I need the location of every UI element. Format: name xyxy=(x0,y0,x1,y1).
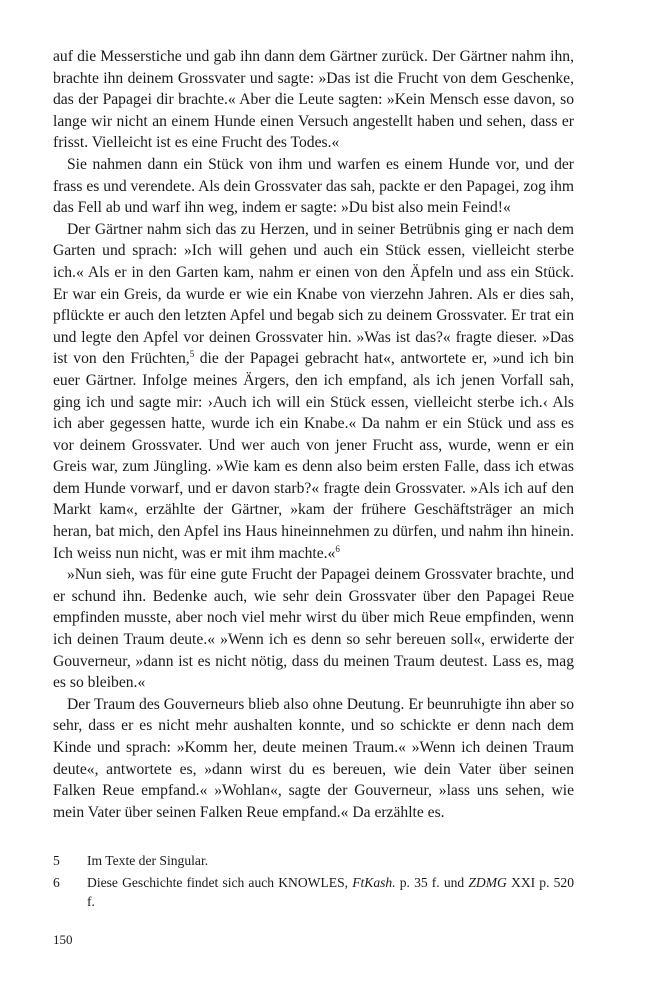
paragraph-text: die der Papagei gebracht hat«, antwortete er, »und ich bin euer Gärtner. Infolge meines Ärgers, den ich empfand, als ich jenen Vorfall sah, ging ich und sagte mir: ›Auch ich will ein Stück essen, vielleicht sterbe ich.‹ Als ich aber gegessen hatte, wurde ich ein Knabe.« Da nahm er ein Stück und ass es vor deinem Grossvater. Und wer auch von jener Frucht ass, wurde, wenn er ein Greis war, zum Jüngling. »Wie kam es denn also beim ersten Falle, dass ich etwas dem Hunde vorwarf, und er davon starb?« fragte dein Grossvater. »Als ich auf den Markt kam«, erzählte der Gärtner, »kam der frühere Geschäftsträger an mich heran, bat mich, den Apfel ins Haus hineinnehmen zu dürfen, und nahm ihn hinein. Ich weiss nun nicht, was er mit ihm machte.« xyxy=(53,350,574,562)
paragraph-2 xyxy=(53,154,574,219)
paragraph-text: Sie nahmen dann ein Stück von ihm und warfen es einem Hunde vor, und der frass es und verendete. Als dein Grossvater das sah, packte er den Papagei, zog ihm das Fell ab und warf ihn weg, indem er sagte: »Du bist also mein Feind!« xyxy=(53,155,574,217)
body-text xyxy=(53,46,574,823)
page-content xyxy=(53,46,574,823)
page-number: 150 xyxy=(53,932,73,947)
footnote-text-part: p. 35 f. und xyxy=(395,875,469,890)
footnote-6 xyxy=(53,873,574,911)
paragraph-text: »Nun sieh, was für eine gute Frucht der Papagei deinem Grossvater brachte, und er schund ihn. Bedenke auch, wie sehr dein Grossvater über den Papagei Reue empfinden musste, aber noch viel mehr wirst du über mich Reue empfinden, wenn ich deinen Traum deute.« »Wenn ich es denn so sehr bereuen soll«, erwiderte der Gouverneur, »dann ist es nicht nötig, dass du meinen Traum deutest. Lass es, mag es so bleiben.« xyxy=(53,566,574,692)
paragraph-1 xyxy=(53,46,574,154)
paragraph-text: auf die Messerstiche und gab ihn dann dem Gärtner zurück. Der Gärtner nahm ihn, brachte ihn deinem Grossvater und sagte: »Das ist die Frucht von dem Geschenke, das der Papagei dir brachte.« Aber die Leute sagten: »Kein Mensch esse davon, so lange wir nicht an einem Hunde einen Versuch angestellt haben und sehen, dass er frisst. Vielleicht ist es eine Frucht des Todes.« xyxy=(53,48,574,152)
footnote-5 xyxy=(53,851,574,870)
paragraph-4 xyxy=(53,564,574,694)
footnote-number: 6 xyxy=(53,875,60,890)
footnote-text xyxy=(87,873,574,911)
footnote-number: 5 xyxy=(53,853,60,868)
footnote-ref-6[interactable]: 6 xyxy=(335,543,340,554)
footnote-text: Im Texte der Singular. xyxy=(87,853,209,868)
footnote-italic-title: FtKash. xyxy=(352,875,396,890)
footnote-text-part: XXI p. 520 f. xyxy=(87,875,574,909)
paragraph-text: Der Traum des Gouverneurs blieb also ohne Deutung. Er beunruhigte ihn aber so sehr, dass er es nicht mehr aushalten konnte, und so schickte er denn nach dem Kinde und sprach: »Komm her, deute meinen Traum.« »Wenn ich deinen Traum deute«, antwortete es, »dann wirst du es bereuen, wie dein Vater über seinen Falken Reue empfand.« »Wohlan«, sagte der Gouverneur, »lass uns sehen, wie mein Vater über seinen Falken Reue empfand.« Da erzählte es. xyxy=(53,695,574,821)
footnote-italic-title: ZDMG xyxy=(468,875,507,890)
footnotes xyxy=(53,851,574,914)
paragraph-3 xyxy=(53,219,574,565)
footnote-ref-5[interactable]: 5 xyxy=(189,349,195,360)
paragraph-5 xyxy=(53,694,574,824)
paragraph-text: Der Gärtner nahm sich das zu Herzen, und in seiner Betrübnis ging er nach dem Garten und sprach: »Ich will gehen und auch ein Stück essen, vielleicht sterbe ich.« Als er in den Garten kam, nahm er einen von den Äpfeln und ass ein Stück. Er war ein Greis, da wurde er wie ein Knabe von vierzehn Jahren. Als er dies sah, pflückte er auch den letzten Apfel und begab sich zu deinem Grossvater. Er trat ein und legte den Apfel vor deinen Grossvater hin. »Was ist das?« fragte dieser. »Das ist von den Früchten, xyxy=(53,220,574,368)
footnote-text-part: Diese Geschichte findet sich auch KNOWLES, xyxy=(87,875,353,890)
